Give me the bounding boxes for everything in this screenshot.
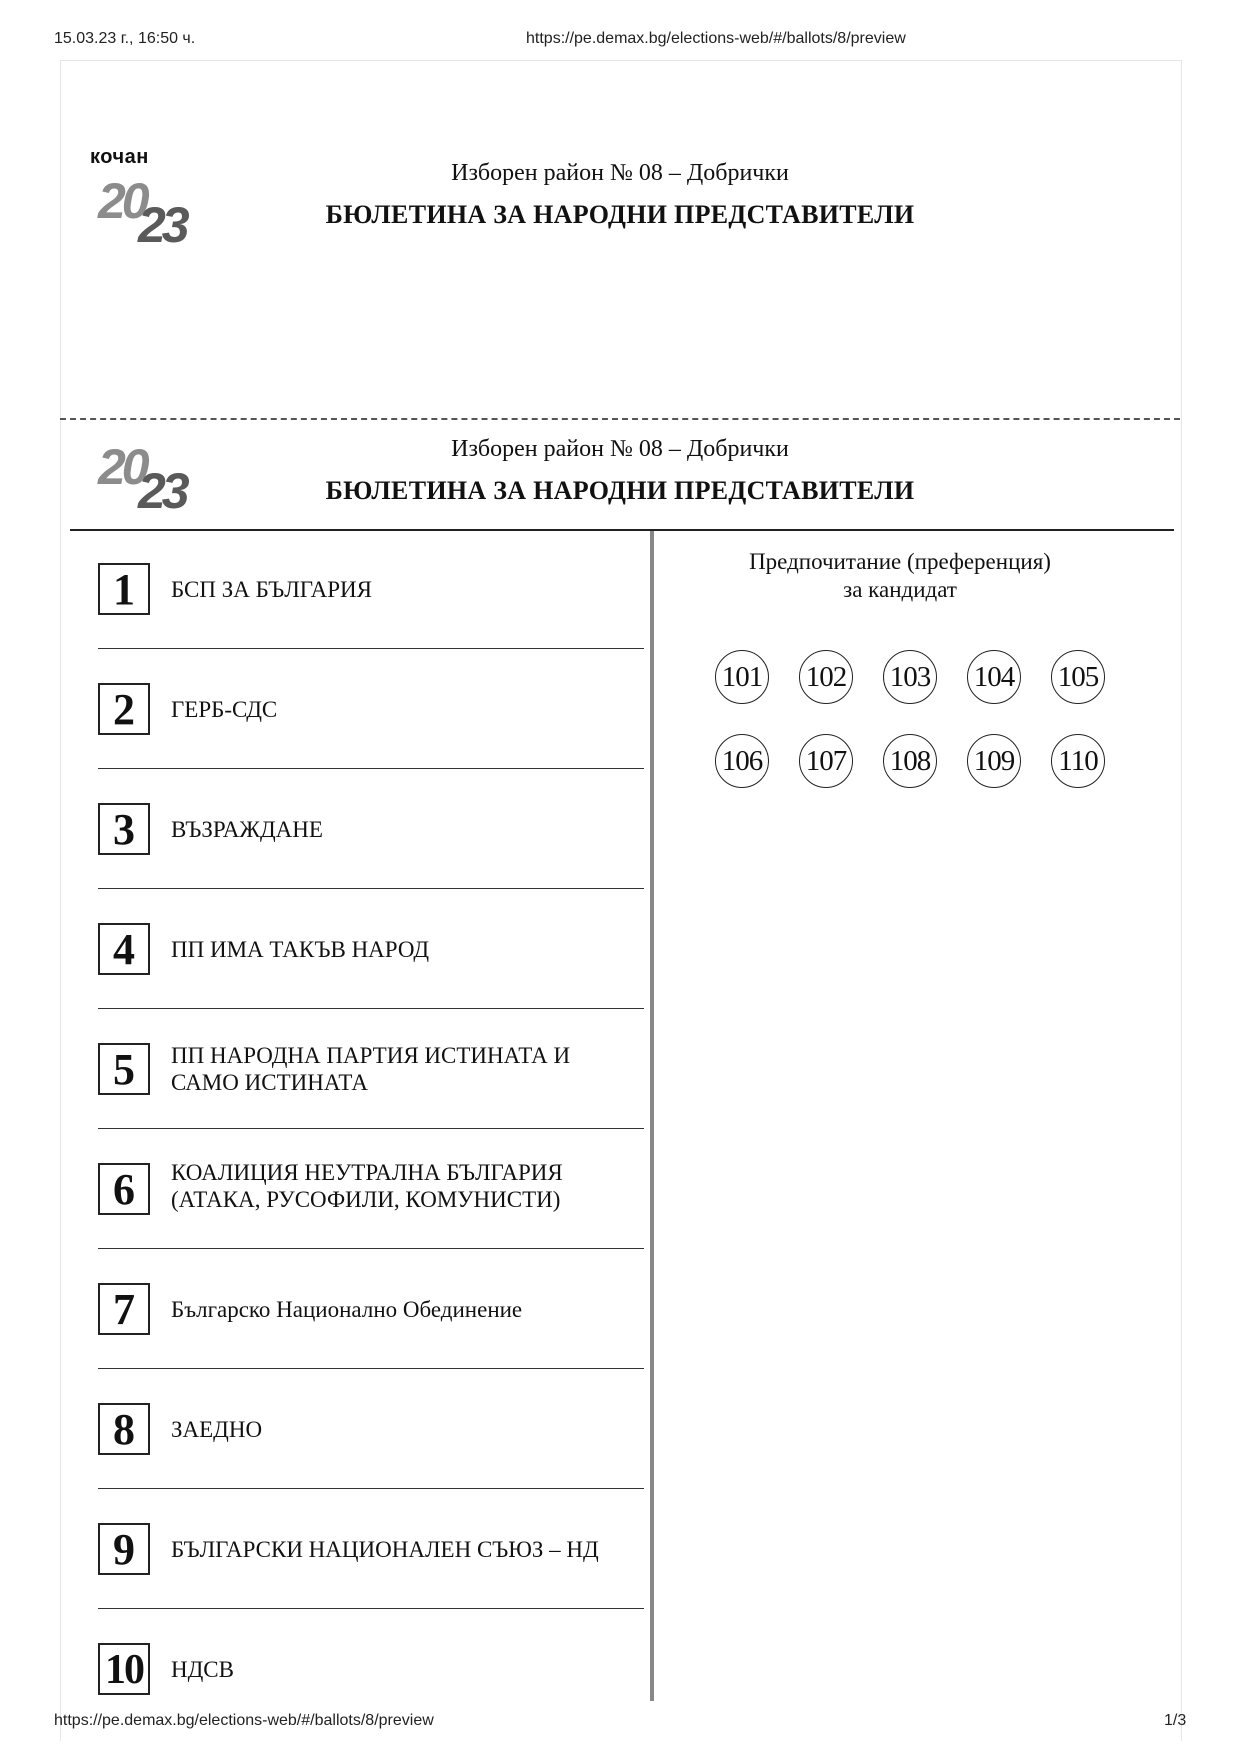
party-row[interactable] <box>98 1156 644 1276</box>
party-separator <box>98 1248 644 1249</box>
svg-text:20: 20 <box>98 173 146 229</box>
preference-title <box>700 548 1100 604</box>
party-separator <box>98 1128 644 1129</box>
party-separator <box>98 648 644 649</box>
candidate-circle[interactable]: 109 <box>967 734 1021 788</box>
party-separator <box>98 1488 644 1489</box>
party-name: НДСВ <box>171 1657 234 1682</box>
ballot-title: БЮЛЕТИНА ЗА НАРОДНИ ПРЕДСТАВИТЕЛИ <box>325 476 915 505</box>
party-separator <box>98 1608 644 1609</box>
party-name: ЗАЕДНО <box>171 1417 263 1442</box>
party-number-box[interactable]: 1 <box>98 563 150 615</box>
party-number-box[interactable]: 3 <box>98 803 150 855</box>
party-name: ВЪЗРАЖДАНЕ <box>171 817 323 842</box>
print-datetime: 15.03.23 г., 16:50 ч. <box>54 30 196 47</box>
party-name: ПП НАРОДНА ПАРТИЯ ИСТИНАТА И САМО ИСТИНАТА <box>171 1043 571 1095</box>
svg-text:23: 23 <box>138 197 186 253</box>
svg-text:20: 20 <box>98 439 146 495</box>
party-number-box[interactable]: 2 <box>98 683 150 735</box>
column-divider <box>650 531 654 1701</box>
party-row[interactable] <box>98 796 644 916</box>
party-name: ГЕРБ-СДС <box>171 697 278 722</box>
party-number-box[interactable]: 10 <box>98 1643 150 1695</box>
party-number-box[interactable]: 8 <box>98 1403 150 1455</box>
counterfoil-label: кочан <box>90 146 149 168</box>
print-footer-url: https://pe.demax.bg/elections-web/#/ballots/8/preview <box>54 1712 434 1729</box>
party-separator <box>98 888 644 889</box>
counterfoil-title: БЮЛЕТИНА ЗА НАРОДНИ ПРЕДСТАВИТЕЛИ <box>325 200 915 229</box>
party-row[interactable] <box>98 676 644 796</box>
party-row[interactable] <box>98 1396 644 1516</box>
party-name: КОАЛИЦИЯ НЕУТРАЛНА БЪЛГАРИЯ (АТАКА, РУСОФИЛИ, КОМУНИСТИ) <box>171 1160 563 1212</box>
candidate-circle[interactable]: 107 <box>799 734 853 788</box>
candidate-circle[interactable]: 104 <box>967 650 1021 704</box>
candidate-circle[interactable]: 101 <box>715 650 769 704</box>
tear-off-line <box>60 418 1180 420</box>
party-row[interactable] <box>98 1036 644 1156</box>
party-number-box[interactable]: 6 <box>98 1163 150 1215</box>
party-number-box[interactable]: 9 <box>98 1523 150 1575</box>
candidate-circle[interactable]: 108 <box>883 734 937 788</box>
ballot-district: Изборен район № 08 – Добрички <box>451 436 789 462</box>
candidate-circle[interactable]: 106 <box>715 734 769 788</box>
party-row[interactable] <box>98 556 644 676</box>
party-row[interactable] <box>98 1516 644 1636</box>
party-name: Българско Национално Обединение <box>171 1297 523 1322</box>
candidate-circle[interactable]: 102 <box>799 650 853 704</box>
candidate-circle[interactable]: 105 <box>1051 650 1105 704</box>
party-separator <box>98 768 644 769</box>
ballot-header-rule <box>70 529 1174 531</box>
party-row[interactable] <box>98 916 644 1036</box>
party-number-box[interactable]: 4 <box>98 923 150 975</box>
svg-text:23: 23 <box>138 463 186 519</box>
preference-title-line1: Предпочитание (преференция) <box>749 549 1051 574</box>
counterfoil-district: Изборен район № 08 – Добрички <box>451 160 789 186</box>
party-name: БЪЛГАРСКИ НАЦИОНАЛЕН СЪЮЗ – НД <box>171 1537 599 1562</box>
party-name: БСП ЗА БЪЛГАРИЯ <box>171 577 372 602</box>
party-separator <box>98 1008 644 1009</box>
party-row[interactable] <box>98 1636 644 1702</box>
candidate-circle[interactable]: 110 <box>1051 734 1105 788</box>
print-page-number: 1/3 <box>1164 1712 1187 1729</box>
party-separator <box>98 1368 644 1369</box>
preference-title-line2: за кандидат <box>843 577 957 602</box>
party-row[interactable] <box>98 1276 644 1396</box>
candidate-circle[interactable]: 103 <box>883 650 937 704</box>
party-number-box[interactable]: 5 <box>98 1043 150 1095</box>
party-number-box[interactable]: 7 <box>98 1283 150 1335</box>
print-url: https://pe.demax.bg/elections-web/#/ballots/8/preview <box>526 30 906 47</box>
party-name: ПП ИМА ТАКЪВ НАРОД <box>171 937 430 962</box>
